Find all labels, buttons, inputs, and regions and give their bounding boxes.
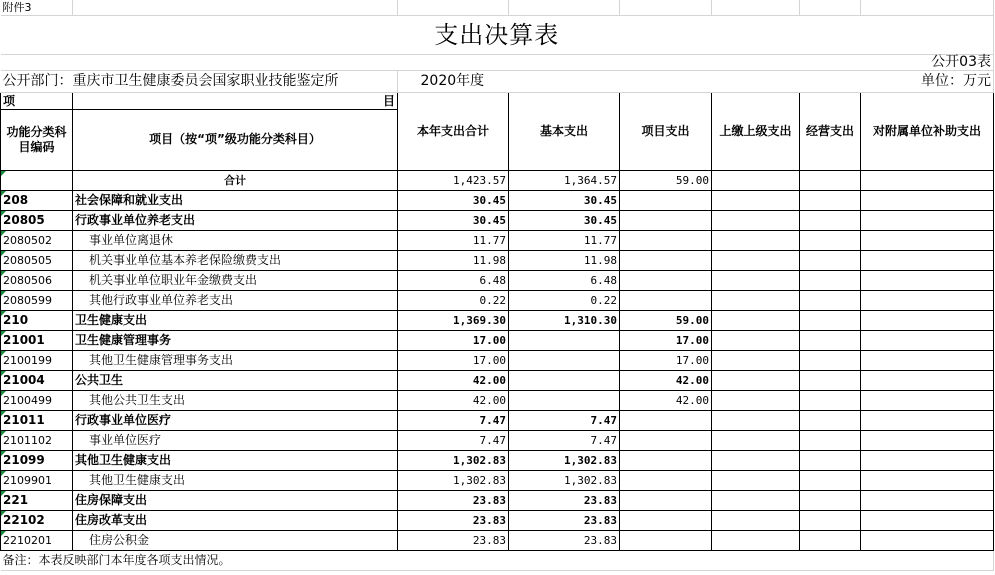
row-name: 行政事业单位养老支出 [73,210,398,230]
empty-cell [800,350,861,370]
table-row [1,330,994,350]
row-total: 30.45 [398,190,509,210]
row-name: 事业单位离退休 [73,230,398,250]
row-code: 22102 [1,510,73,530]
empty-cell [800,270,861,290]
row-project [620,490,712,510]
empty-cell [800,190,861,210]
table-row [1,210,994,230]
empty-cell [800,510,861,530]
row-code: 2100199 [1,350,73,370]
row-name: 其他卫生健康支出 [73,470,398,490]
table-row [1,530,994,550]
row-total: 23.83 [398,490,509,510]
table-row [1,510,994,530]
row-basic [509,350,620,370]
row-basic: 1,302.83 [509,470,620,490]
row-basic: 1,302.83 [509,450,620,470]
row-total: 17.00 [398,330,509,350]
total-label: 合计 [73,170,398,190]
table-row [1,450,994,470]
row-name: 其他卫生健康支出 [73,450,398,470]
empty-cell [712,490,800,510]
empty-cell [861,230,994,250]
row-total: 1,302.83 [398,450,509,470]
row-code: 221 [1,490,73,510]
header-subsidy: 对附属单位补助支出 [861,92,994,170]
empty-cell [712,410,800,430]
row-basic: 23.83 [509,530,620,550]
table-row [1,410,994,430]
row-code: 2210201 [1,530,73,550]
table-row [1,290,994,310]
header-xiang: 项 [1,92,73,109]
row-total: 6.48 [398,270,509,290]
empty-cell [861,530,994,550]
table-row [1,310,994,330]
row-total: 11.98 [398,250,509,270]
total-basic: 1,364.57 [509,170,620,190]
row-basic: 11.98 [509,250,620,270]
row-basic: 11.77 [509,230,620,250]
row-basic [509,370,620,390]
row-total: 1,369.30 [398,310,509,330]
row-project [620,470,712,490]
row-name: 卫生健康支出 [73,310,398,330]
empty-cell [800,410,861,430]
row-code: 21004 [1,370,73,390]
empty-cell [712,230,800,250]
empty-cell [712,290,800,310]
empty-cell [800,330,861,350]
table-row [1,350,994,370]
empty-cell [800,430,861,450]
empty-cell [861,390,994,410]
row-basic: 6.48 [509,270,620,290]
table-note: 备注：本表反映部门本年度各项支出情况。 [1,550,994,570]
empty-cell [861,270,994,290]
row-basic: 30.45 [509,210,620,230]
row-basic: 30.45 [509,190,620,210]
row-project [620,530,712,550]
row-code: 2101102 [1,430,73,450]
empty-cell [712,510,800,530]
row-name: 行政事业单位医疗 [73,410,398,430]
row-code: 2080505 [1,250,73,270]
empty-cell [861,370,994,390]
empty-cell [712,390,800,410]
row-project [620,250,712,270]
empty-cell [712,330,800,350]
empty-cell [712,470,800,490]
row-code: 21011 [1,410,73,430]
row-project [620,210,712,230]
row-project [620,290,712,310]
table-row [1,430,994,450]
row-code: 2080506 [1,270,73,290]
row-code: 2080502 [1,230,73,250]
page-title: 支出决算表 [1,15,994,54]
row-basic: 23.83 [509,510,620,530]
row-code: 21099 [1,450,73,470]
header-total: 本年支出合计 [398,92,509,170]
header-code: 功能分类科目编码 [1,109,73,170]
total-project: 59.00 [620,170,712,190]
row-name: 住房保障支出 [73,490,398,510]
empty-cell [800,210,861,230]
row-basic: 23.83 [509,490,620,510]
department-label: 公开部门：重庆市卫生健康委员会国家职业技能鉴定所 [2,73,339,89]
empty-cell [861,490,994,510]
empty-cell [712,350,800,370]
header-mu: 目 [73,92,398,109]
empty-cell [712,450,800,470]
row-project [620,190,712,210]
table-row [1,390,994,410]
row-project [620,430,712,450]
empty-cell [861,450,994,470]
empty-cell [800,450,861,470]
table-row [1,190,994,210]
row-name: 机关事业单位基本养老保险缴费支出 [73,250,398,270]
header-basic: 基本支出 [509,92,620,170]
empty-cell [861,410,994,430]
row-project: 42.00 [620,390,712,410]
empty-cell [861,470,994,490]
row-project [620,410,712,430]
empty-cell [800,230,861,250]
empty-cell [861,330,994,350]
row-total: 7.47 [398,430,509,450]
row-total: 0.22 [398,290,509,310]
empty-cell [712,530,800,550]
table-row [1,470,994,490]
header-upper: 上缴上级支出 [712,92,800,170]
empty-cell [861,430,994,450]
attachment-label: 附件3 [1,0,73,15]
total-row [1,170,994,190]
row-project: 59.00 [620,310,712,330]
empty-cell [800,250,861,270]
empty-cell [861,250,994,270]
row-total: 11.77 [398,230,509,250]
row-name: 事业单位医疗 [73,430,398,450]
row-name: 公共卫生 [73,370,398,390]
empty-cell [861,510,994,530]
empty-cell [800,470,861,490]
empty-cell [800,310,861,330]
empty-cell [712,190,800,210]
row-project: 17.00 [620,350,712,370]
empty-cell [800,390,861,410]
row-code: 20805 [1,210,73,230]
row-code: 210 [1,310,73,330]
row-code: 2109901 [1,470,73,490]
row-project: 17.00 [620,330,712,350]
fiscal-year: 2020年度 [420,73,485,89]
row-basic: 0.22 [509,290,620,310]
empty-cell [712,370,800,390]
total-amount: 1,423.57 [398,170,509,190]
row-project: 42.00 [620,370,712,390]
row-total: 1,302.83 [398,470,509,490]
empty-cell [712,250,800,270]
empty-cell [712,310,800,330]
empty-cell [861,190,994,210]
row-total: 30.45 [398,210,509,230]
row-code: 2080599 [1,290,73,310]
empty-cell [861,290,994,310]
row-total: 23.83 [398,530,509,550]
empty-cell [712,430,800,450]
empty-cell [800,490,861,510]
row-basic: 1,310.30 [509,310,620,330]
table-number: 公开03表 [1,54,994,70]
header-name: 项目（按“项”级功能分类科目） [73,109,398,170]
empty-cell [800,530,861,550]
table-row [1,370,994,390]
row-basic: 7.47 [509,430,620,450]
row-project [620,230,712,250]
empty-cell [712,210,800,230]
row-name: 社会保障和就业支出 [73,190,398,210]
empty-cell [800,290,861,310]
empty-cell [800,370,861,390]
table-row [1,270,994,290]
row-project [620,450,712,470]
row-name: 机关事业单位职业年金缴费支出 [73,270,398,290]
empty-cell [861,210,994,230]
empty-cell [712,270,800,290]
row-code: 2100499 [1,390,73,410]
row-name: 其他行政事业单位养老支出 [73,290,398,310]
row-name: 其他公共卫生支出 [73,390,398,410]
row-name: 住房公积金 [73,530,398,550]
header-business: 经营支出 [800,92,861,170]
header-project: 项目支出 [620,92,712,170]
row-total: 23.83 [398,510,509,530]
row-basic: 7.47 [509,410,620,430]
row-name: 住房改革支出 [73,510,398,530]
row-total: 7.47 [398,410,509,430]
row-total: 42.00 [398,370,509,390]
row-total: 17.00 [398,350,509,370]
row-code: 21001 [1,330,73,350]
row-name: 其他卫生健康管理事务支出 [73,350,398,370]
empty-cell [861,310,994,330]
empty-cell [861,350,994,370]
table-row [1,250,994,270]
row-project [620,510,712,530]
table-row [1,230,994,250]
row-total: 42.00 [398,390,509,410]
table-row [1,490,994,510]
row-basic [509,330,620,350]
row-name: 卫生健康管理事务 [73,330,398,350]
unit-label: 单位：万元 [398,70,994,92]
row-basic [509,390,620,410]
row-code: 208 [1,190,73,210]
row-project [620,270,712,290]
